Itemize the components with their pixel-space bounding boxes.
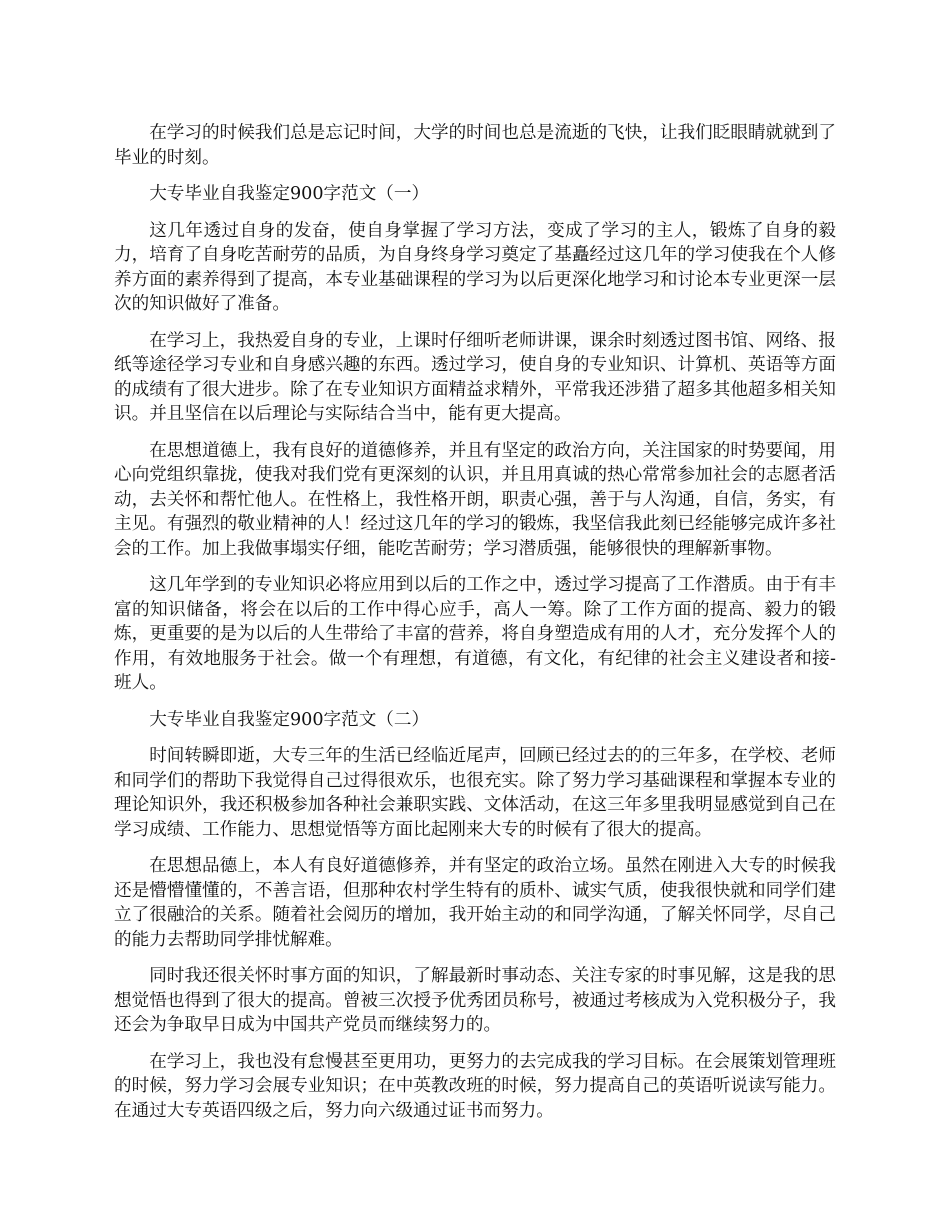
body-paragraph: 在思想道德上，我有良好的道德修养，并且有坚定的政治方向，关注国家的时势要闻，用心向党组织靠拢，使我对我们党有更深刻的认识，并且用真诚的热心常常参加社会的志愿者活动，去关怀和帮忙他人。在性格上，我性格开朗，职责心强，善于与人沟通，自信，务实，有主见。有强烈的敬业精神的人！经过这几年的学习的锻炼，我坚信我此刻已经能够完成许多社会的工作。加上我做事塌实仔细，能吃苦耐劳；学习潜质强，能够很快的理解新事物。	[114, 440, 836, 559]
intro-paragraph: 在学习的时候我们总是忘记时间，大学的时间也总是流逝的飞快，让我们眨眼睛就就到了毕业的时刻。	[114, 123, 836, 168]
section-heading-2: 大专毕业自我鉴定900字范文（二）	[149, 709, 430, 730]
body-paragraph: 这几年透过自身的发奋，使自身掌握了学习方法，变成了学习的主人，锻炼了自身的毅力，培育了自身吃苦耐劳的品质，为自身终身学习奠定了基矗经过这几年的学习使我在个人修养方面的素养得到了提高，本专业基础课程的学习为以后更深化地学习和讨论本专业更深一层次的知识做好了准备。	[114, 220, 836, 314]
body-paragraph: 这几年学到的专业知识必将应用到以后的工作之中，透过学习提高了工作潜质。由于有丰富的知识储备，将会在以后的工作中得心应手，高人一筹。除了工作方面的提高、毅力的锻炼，更重要的是为以后的人生带给了丰富的营养，将自身塑造成有用的人才，充分发挥个人的作用，有效地服务于社会。做一个有理想，有道德，有文化，有纪律的社会主义建设者和接-班人。	[114, 575, 836, 693]
body-paragraph: 时间转瞬即逝，大专三年的生活已经临近尾声，回顾已经过去的的三年多，在学校、老师和同学们的帮助下我觉得自己过得很欢乐，也很充实。除了努力学习基础课程和掌握本专业的理论知识外，我还积极参加各种社会兼职实践、文体活动，在这三年多里我明显感觉到自己在学习成绩、工作能力、思想觉悟等方面比起刚来大专的时候有了很大的提高。	[114, 746, 836, 840]
body-paragraph: 在思想品德上，本人有良好道德修养，并有坚定的政治立场。虽然在刚进入大专的时候我还是懵懵懂懂的，不善言语，但那种农村学生特有的质朴、诚实气质，使我很快就和同学们建立了很融洽的关系。随着社会阅历的增加，我开始主动的和同学沟通，了解关怀同学，尽自己的能力去帮助同学排忧解难。	[114, 856, 836, 950]
body-paragraph: 在学习上，我也没有怠慢甚至更用功，更努力的去完成我的学习目标。在会展策划管理班的时候，努力学习会展专业知识；在中英教改班的时候，努力提高自己的英语听说读写能力。在通过大专英语四级之后，努力向六级通过证书而努力。	[114, 1051, 836, 1121]
body-paragraph: 同时我还很关怀时事方面的知识，了解最新时事动态、关注专家的时事见解，这是我的思想觉悟也得到了很大的提高。曾被三次授予优秀团员称号，被通过考核成为入党积极分子，我还会为争取早日成为中国共产党员而继续努力的。	[114, 966, 836, 1035]
section-heading-1: 大专毕业自我鉴定900字范文（一）	[149, 184, 430, 204]
body-paragraph: 在学习上，我热爱自身的专业，上课时仔细听老师讲课，课余时刻透过图书馆、网络、报纸等途径学习专业和自身感兴趣的东西。透过学习，使自身的专业知识、计算机、英语等方面的成绩有了很大进步。除了在专业知识方面精益求精外，平常我还涉猎了超多其他超多相关知识。并且坚信在以后理论与实际结合当中，能有更大提高。	[114, 330, 836, 424]
document-body	[114, 121, 836, 1135]
